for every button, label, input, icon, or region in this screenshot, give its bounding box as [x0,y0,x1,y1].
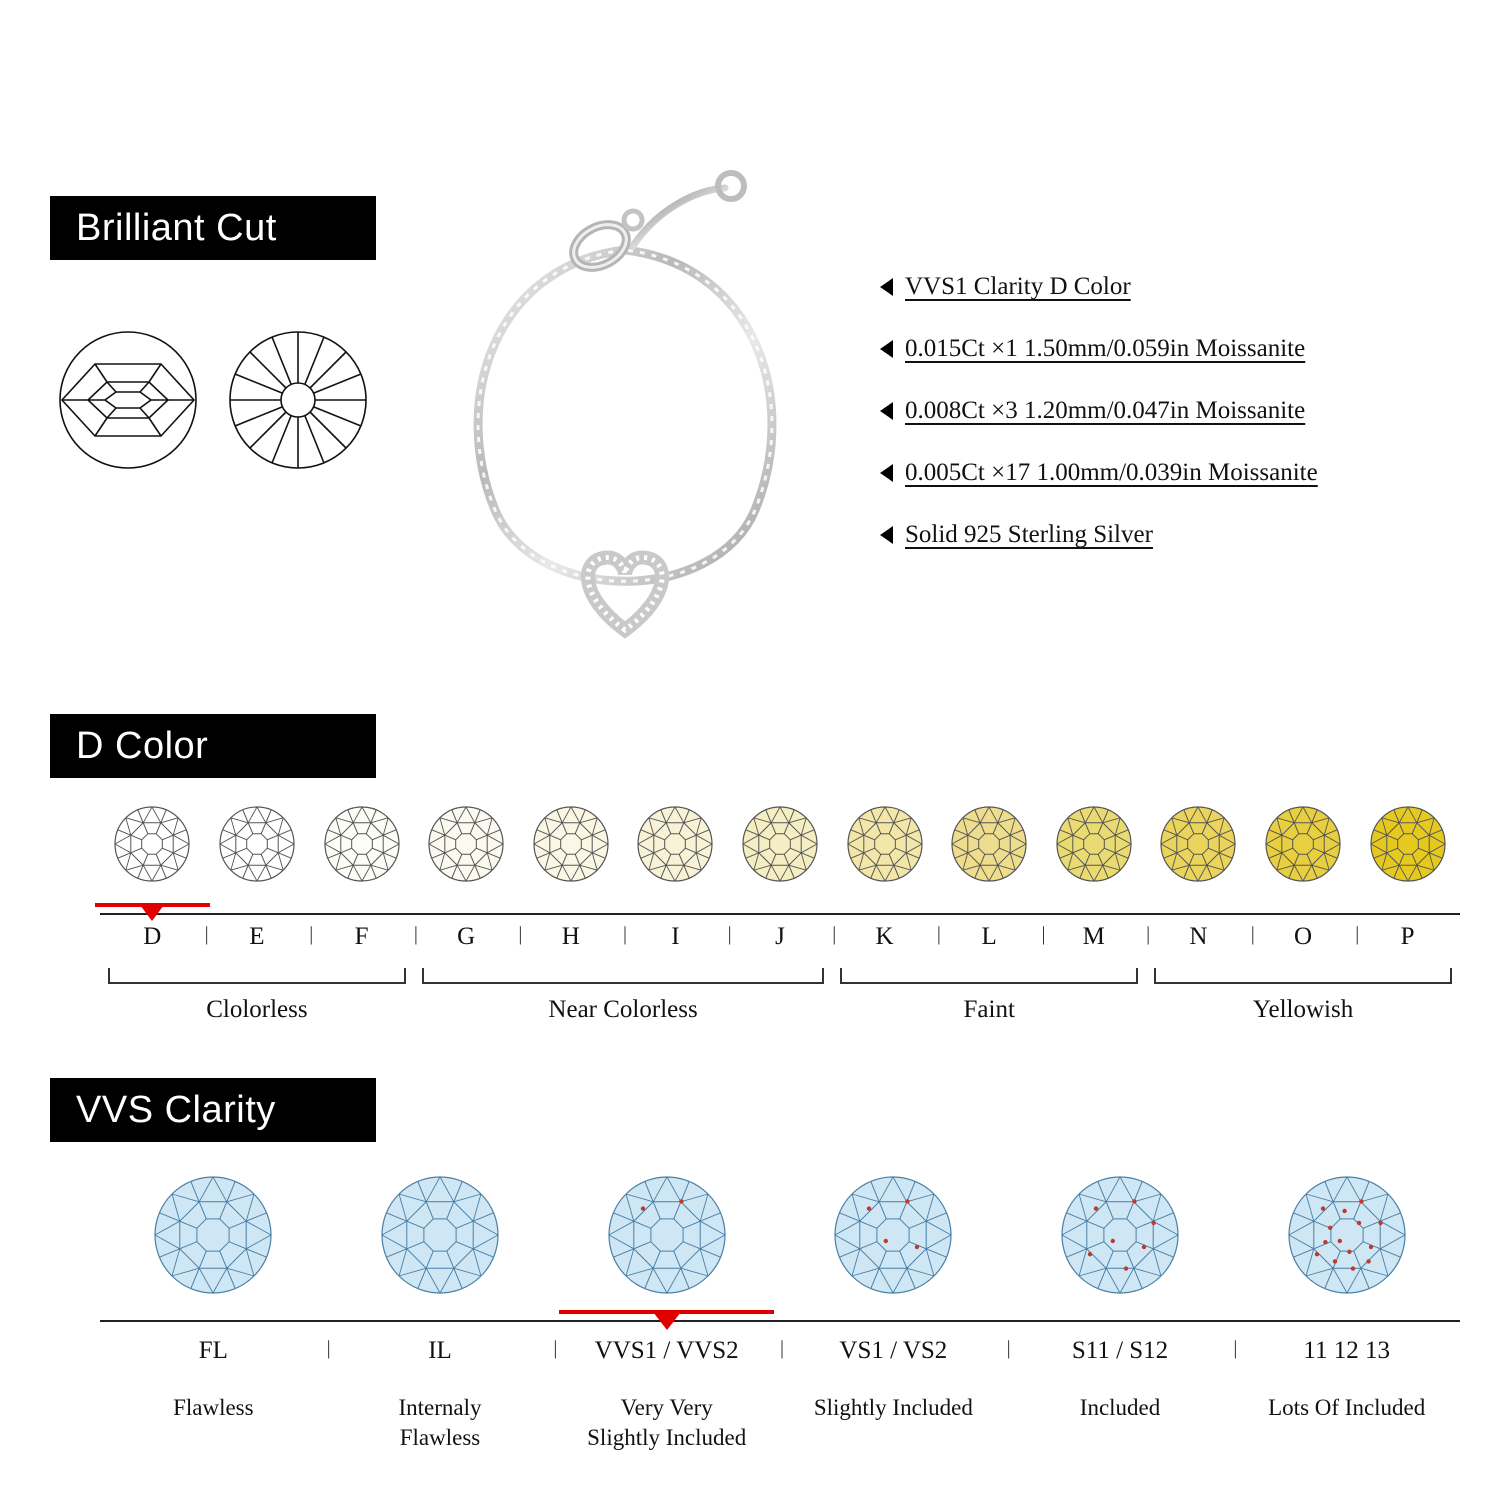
color-grade-label-k: K | [832,923,937,951]
bracelet-illustration-svg [395,150,855,670]
clarity-code-0: FL | [100,1337,327,1365]
clarity-gem-0 [153,1175,273,1295]
triangle-bullet-icon [880,464,893,482]
color-gem-f [323,805,401,883]
color-gem-h [532,805,610,883]
color-grade-marker [140,905,164,921]
color-grade-scale [100,805,1460,1045]
feature-label: 0.015Ct ×1 1.50mm/0.059in Moissanite [905,335,1306,362]
color-gem-l [950,805,1028,883]
section-title-brilliant-cut [50,196,376,260]
color-grade-label-l: L | [937,923,1042,951]
group-label: Faint [963,996,1015,1023]
color-group-faint [840,968,1138,1038]
feature-label: 0.008Ct ×3 1.20mm/0.047in Moissanite [905,397,1306,424]
section-title-vvs-clarity-label: VVS Clarity [76,1088,276,1131]
clarity-code-3: VS1 / VS2 | [780,1337,1007,1365]
color-gem-n [1159,805,1237,883]
clarity-name-0: Flawless [173,1395,254,1420]
group-label: Yellowish [1252,996,1354,1023]
color-gem-d [113,805,191,883]
feature-item [880,394,1480,428]
clarity-name-3: Slightly Included [813,1395,973,1420]
color-group-clolorless [108,968,406,1038]
clarity-grade-scale [100,1175,1460,1475]
clarity-name-5: Lots Of Included [1268,1395,1426,1420]
color-gem-g [427,805,505,883]
clarity-gem-4 [1060,1175,1180,1295]
color-gem-row [100,805,1460,890]
color-grade-label-f: F | [309,923,414,951]
feature-item [880,270,1480,304]
color-gem-j [741,805,819,883]
feature-item [880,518,1480,552]
color-grade-label-o: O | [1251,923,1356,951]
group-bracket [108,968,406,984]
color-grade-label-n: N | [1146,923,1251,951]
color-grade-label-i: I | [623,923,728,951]
color-grade-label-d: D | [100,923,205,951]
feature-label: Solid 925 Sterling Silver [905,521,1153,548]
section-title-brilliant-cut-label: Brilliant Cut [76,206,277,249]
clarity-grade-names [100,1393,1460,1453]
section-title-d-color [50,714,376,778]
feature-list [880,270,1480,580]
group-bracket [422,968,824,984]
color-gem-k [846,805,924,883]
product-image [395,150,855,670]
clarity-gem-3 [833,1175,953,1295]
clarity-code-4: S11 / S12 | [1007,1337,1234,1365]
clarity-name-2: Very Very Slightly Included [587,1395,747,1450]
color-scale-axis [100,913,1460,915]
color-group-yellowish [1154,968,1452,1038]
color-gem-e [218,805,296,883]
section-title-vvs-clarity [50,1078,376,1142]
triangle-bullet-icon [880,278,893,296]
clarity-code-5: 11 12 13 [1303,1337,1390,1364]
color-group-near-colorless [422,968,824,1038]
clarity-grade-codes [100,1337,1460,1365]
brilliant-cut-illustration [55,325,375,475]
clarity-grade-marker [653,1312,681,1330]
color-gem-o [1264,805,1342,883]
color-grade-groups [100,968,1460,1038]
group-label: Clolorless [206,996,308,1023]
clarity-gem-5 [1287,1175,1407,1295]
feature-item [880,456,1480,490]
color-grade-label-p: P [1400,923,1415,950]
color-grade-label-e: E | [205,923,310,951]
triangle-bullet-icon [880,526,893,544]
clarity-scale-axis [100,1320,1460,1322]
clarity-gem-2 [607,1175,727,1295]
triangle-bullet-icon [880,340,893,358]
clarity-code-2: VVS1 / VVS2 | [553,1337,780,1365]
color-gem-p [1369,805,1447,883]
color-gem-m [1055,805,1133,883]
feature-label: 0.005Ct ×17 1.00mm/0.039in Moissanite [905,459,1318,486]
clarity-gem-row [100,1175,1460,1300]
feature-item [880,332,1480,366]
feature-label: VVS1 Clarity D Color [905,273,1131,300]
color-gem-i [636,805,714,883]
color-grade-label-h: H | [518,923,623,951]
color-grade-label-m: M | [1041,923,1146,951]
group-bracket [1154,968,1452,984]
clarity-gem-1 [380,1175,500,1295]
clarity-name-1: Internaly Flawless [398,1395,482,1450]
section-title-d-color-label: D Color [76,724,209,767]
group-bracket [840,968,1138,984]
brilliant-cut-diamonds-svg [55,325,375,475]
group-label: Near Colorless [548,996,698,1023]
clarity-code-1: IL | [327,1337,554,1365]
color-grade-label-g: G | [414,923,519,951]
color-grade-label-j: J | [728,923,833,951]
triangle-bullet-icon [880,402,893,420]
clarity-name-4: Included [1079,1395,1161,1420]
color-grade-letters [100,923,1460,951]
